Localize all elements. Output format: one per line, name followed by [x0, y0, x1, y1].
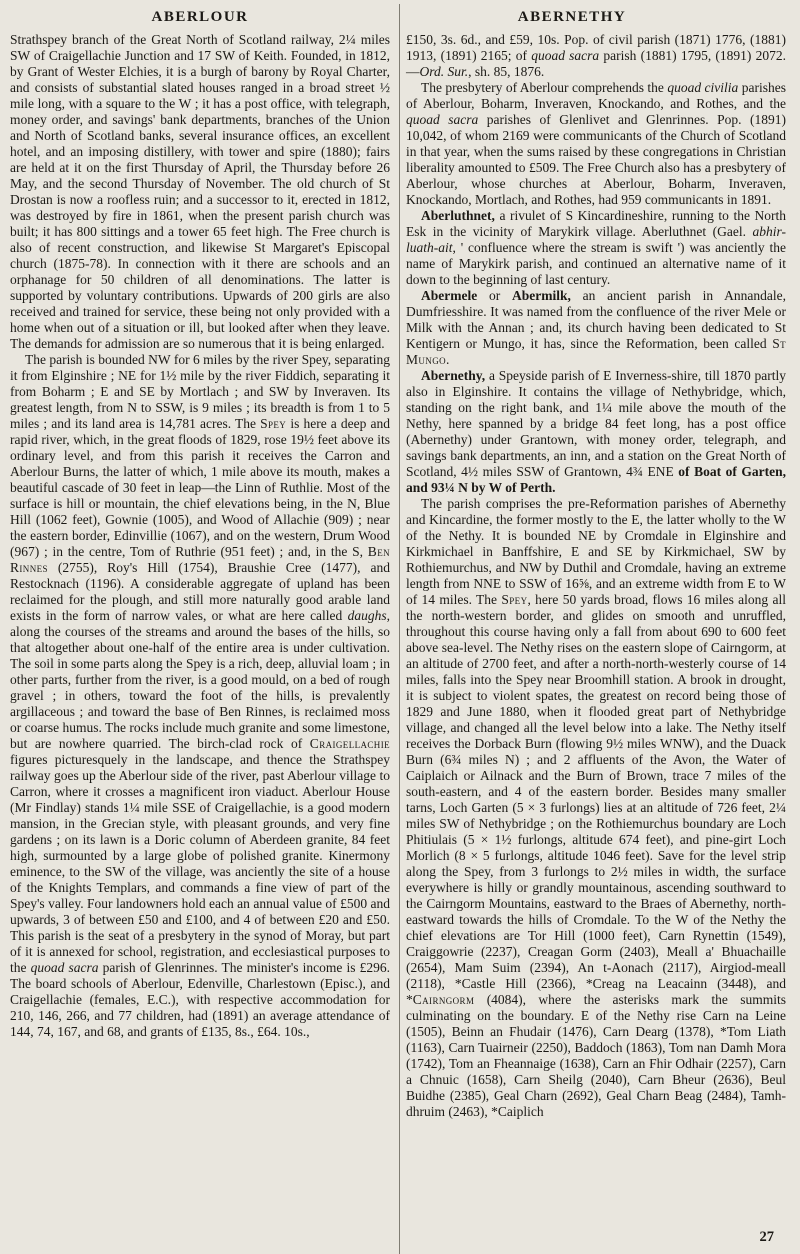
text-run: St Mungo	[406, 336, 786, 367]
text-run: or	[477, 288, 512, 303]
text-run: abhir-luath-ait	[406, 224, 786, 255]
text-run: parishes of Aberlour, Boharm, Inveraven, Knockando, and Rothes, and the	[406, 80, 786, 111]
text-run: quoad sacra	[531, 48, 600, 63]
right-running-head: ABERNETHY	[517, 9, 627, 25]
text-run: Ben Rinnes	[10, 544, 390, 575]
text-run: a Speyside parish of E Inverness-shire, till 1870 partly also in Elginshire. It contains the village of Nethybridge, which, standing on the right bank, and 1¼ mile above the mouth of the Nethy, here spanned by a bridge 84 feet long, has a post office (Abernethy) under Grantown, with money order, telegraph, and savings bank departments, an inn, and a station on the Great North of Scotland, 4½ miles SSW of Grantown, 4¾ ENE	[406, 368, 786, 479]
text-run: Abermele	[421, 288, 478, 303]
paragraph	[406, 208, 786, 288]
text-run: parish (1881) 1795, (1891) 2072.—	[406, 48, 786, 79]
paragraph	[406, 80, 786, 208]
paragraph	[406, 288, 786, 368]
text-run: , here 50 yards broad, flows 16 miles along all the north-western border, and glides on smooth and unruffled, throughout this course having only a fall from about 690 to 600 feet above sea-level. The Nethy rises on the eastern slope of Cairngorm, at an altitude of 2700 feet, and after a north-north-westerly course of 14 miles, falls into the Spey near Broomhill station. A brook in drought, it is subject to violent spates, the greatest on record being those of 1829 and June 1880, when it flooded great part of Nethybridge village, and changed all the level below into a lake. The Nethy itself receives the Dorback Burn (flowing 9½ miles WNW), and the Duack Burn (6¾ miles N) ; and 2 affluents of the Avon, the Water of Caiplaich or Ailnack and the Burn of Brown, trace 7 miles of the south-eastern, and 4 of the eastern border. Besides many smaller tarns, Loch Garten (5 × 3 furlongs) lies at an altitude of 726 feet, 2¼ miles SW of Nethybridge ; on the Rothiemurchus boundary are Loch Phitiulais (5 × 1½ furlongs, altitude 674 feet), and pine-girt Loch Morlich (8 × 5 furlongs, altitude 1046 feet). Save for the level strip along the Spey, from 3 furlongs to 2½ miles in width, the surface everywhere is hilly or grandly mountainous, ascending southward to the Cairngorm Mountains, eastward to the Braes of Abernethy, north-eastward towards the hills of Cromdale. To the W of the Nethy the chief elevations are Tor Hill (1000 feet), Carn Rynettin (1549), Craiggowrie (2237), Creagan Gorm (2403), Meall a' Bhuachaille (2654), Mam Suim (2394), An t-Aonach (2117), Airgiod-meall (2118), *Castle Hill (2366), *Creag na Leacainn (3448), and *	[406, 592, 786, 1007]
paragraph	[10, 352, 390, 1040]
text-run: parish of Glenrinnes. The minister's income is £296. The board schools of Aberlour, Edenville, Charlestown (Episc.), and Craigellachie (females, E.C.), with respective accommodation for 210, 146, 266, and 77 children, had (1891) an average attendance of 144, 74, 167, and 68, and grants of £135, 8s., £64. 10s.,	[10, 960, 391, 1039]
text-run: Craigellachie	[309, 736, 390, 751]
text-run: Spey	[260, 416, 287, 431]
text-run: a rivulet of S Kincardineshire, running to the North Esk in the vicinity of Marykirk village. Aberluthnet (Gael.	[406, 208, 786, 239]
text-run: Spey	[501, 592, 528, 607]
text-run: , along the courses of the streams and around the bases of the hills, so that altogether about one-half of the entire area is under cultivation. The soil in some parts along the Spey is a rich, deep, alluvial loam ; in other parts, further from the river, is a good mould, on a bed of rough gravel ; in others, toward the foot of the hills, is prevalently argillaceous ; and toward the base of Ben Rinnes, is reclaimed moss or coarse humus. The rocks include much granite and some limestone, but are nowhere quarried. The birch-clad rock of	[10, 608, 390, 751]
text-run: .	[446, 352, 450, 367]
text-run: , ' confluence where the stream is swift ') was anciently the name of Marykirk parish, and continued an alternative name of it down to the beginning of last century.	[406, 240, 786, 287]
right-column	[406, 32, 786, 1120]
column-divider-rule	[399, 4, 400, 1254]
paragraph	[10, 32, 390, 352]
text-run: quoad sacra	[406, 112, 479, 127]
text-run: The presbytery of Aberlour comprehends the	[421, 80, 668, 95]
text-run: The parish is bounded NW for 6 miles by the river Spey, separating it from Elginshire ; NE for 1½ mile by the river Fiddich, separating it from Boharm ; E and SE by Mortlach ; and SW by Inveraven. Its greatest length, from N to SSW, is 9 miles ; its breadth is from 1 to 5 miles ; and its land area is 14,781 acres. The	[10, 352, 390, 431]
text-run: Cairngorm	[412, 992, 475, 1007]
left-column	[10, 32, 390, 1120]
text-run: parishes of Glenlivet and Glenrinnes. Pop. (1891) 10,042, of whom 2169 were communicants of the Church of Scotland in that year, when the sums raised by these congregations in Christian liberality amounted to £509. The Free Church also has a presbytery of Aberlour, whose churches at Aberlour, Boharm, Inveraven, Knockando, Mortlach, and Rothes, had 959 communicants in 1891.	[406, 112, 787, 207]
text-run: is here a deep and rapid river, which, in the great floods of 1829, rose 19½ feet above its ordinary level, and from this parish it receives the Carron and Aberlour Burns, the latter of which, 1 mile above its mouth, makes a beautiful cascade of 30 feet in leap—the Linn of Ruthlie. Most of the surface is hill or mountain, the chief elevations being, in the N, Blue Hill (1062 feet), Gownie (1005), and Wood of Allachie (909) ; near the eastern border, Edinvillie (1067), and on the western, Drum Wood (967) ; in the centre, Tom of Ruthrie (951 feet) ; and, in the S,	[10, 416, 390, 559]
text-run: quoad civilia	[667, 80, 739, 95]
text-run: (2755), Roy's Hill (1754), Braushie Cree (1477), and Restocknach (1196). A considerable aggregate of upland has been reclaimed for the plough, and still more naturally good arable land exists in the form of narrow vales, or what are here called	[10, 560, 390, 623]
text-columns	[0, 26, 800, 1120]
text-run: Abermilk,	[512, 288, 571, 303]
text-run: The parish comprises the pre-Reformation parishes of Abernethy and Kincardine, the former mostly to the E, the latter wholly to the W of the Nethy. It is bounded NE by Cromdale in Elginshire and Kirkmichael in Banffshire, E and SE by Kirkmichael, SW by Rothiemurchus, and NW by Duthil and Cromdale, having an extreme length from NNE to SSW of 16⅝, and an extreme width from E to W of 14 miles. The	[406, 496, 786, 607]
text-run: Strathspey branch of the Great North of Scotland railway, 2¼ miles SW of Craigellachie Junction and 17 SW of Keith. Founded, in 1812, by Grant of Wester Elchies, it is a burgh of barony by Royal Charter, and consists of substantial slated houses ranged in a broad street ½ mile long, with a square to the W ; it has a post office, with telegraph, money order, and savings' bank departments, branches of the Union and North of Scotland banks, several insurance offices, an excellent hotel, and an imposing distillery, with tower and spire (1880); fairs are held at it on the first Thursday of April, the Thursday before 26 May, and the second Thursday of November. The old church of St Drostan is now a roofless ruin; and a successor to it, erected in 1812, was destroyed by fire in 1861, when the present parish church was built; it has 800 sittings and a tower 65 feet high. The Free church is also of recent construction, and likewise St Margaret's Episcopal church (1875-78). In connection with it there are schools and an orphanage for 50 children of all denominations. The latter is supported by voluntary contributions. Upwards of 200 girls are also received and trained for service, these being not only provided with a home when out of a situation or ill, but looked after when they leave. The demands for admission are so numerous that it is being enlarged.	[10, 32, 390, 351]
text-run: an ancient parish in Annandale, Dumfriesshire. It was named from the confluence of the river Mele or Milk with the Annan ; and, its church having been dedicated to St Kentigern or Mungo, it has, since the Reformation, been called	[406, 288, 786, 351]
text-run: , sh. 85, 1876.	[468, 64, 545, 79]
text-run: figures picturesquely in the landscape, and thence the Strathspey railway goes up the Aberlour side of the river, past Aberlour village to Carron, where it crosses a magnificent iron viaduct. Aberlour House (Mr Findlay) stands 1¼ mile SSE of Craigellachie, is a good modern mansion, in the Grecian style, with pleasant grounds, and very fine gardens ; on its lawn is a Doric column of Aberdeen granite, 84 feet high, surmounted by a large globe of polished granite. Kinermony eminence, to the SW of the village, was anciently the site of a house of the Knights Templars, and commands a fine view of part of the Spey's valley. Four landowners hold each an annual value of £500 and upwards, 3 of between £50 and £100, and 4 of between £20 and £50. This parish is the seat of a presbytery in the synod of Moray, but part of it is annexed for school, registration, and ecclesiastical purposes to the	[10, 752, 390, 975]
running-heads	[0, 0, 800, 26]
text-run: (4084), where the asterisks mark the summits culminating on the boundary. E of the Nethy rise Carn na Leine (1505), Beinn an Fhudair (1476), Carn Dearg (1378), *Tom Liath (1163), Carn Tuairneir (2250), Baddoch (1863), Tom nan Damh Mora (1742), Tom an Fheannaige (1638), Carn an Fhir Odhair (2257), Carn a Chnuic (1658), Carn Sheilg (2040), Carn Bheur (2636), Beul Buidhe (2385), Geal Charn (2692), Geal Charn Beag (2484), Tamh-dhruim (2463), *Caiplich	[406, 992, 786, 1119]
text-run: of Boat of Garten, and 93¼ N by W of Perth.	[406, 464, 786, 495]
text-run: Aberluthnet,	[421, 208, 495, 223]
page-number: 27	[759, 1229, 774, 1245]
paragraph	[406, 32, 786, 80]
left-running-head: ABERLOUR	[151, 9, 249, 25]
text-run: Ord. Sur.	[419, 64, 469, 79]
text-run: Abernethy,	[421, 368, 486, 383]
paragraph	[406, 496, 786, 1120]
text-run: daughs	[347, 608, 387, 623]
text-run: £150, 3s. 6d., and £59, 10s. Pop. of civil parish (1871) 1776, (1881) 1913, (1891) 2165; of	[406, 32, 786, 63]
paragraph	[406, 368, 786, 496]
text-run: quoad sacra	[30, 960, 99, 975]
